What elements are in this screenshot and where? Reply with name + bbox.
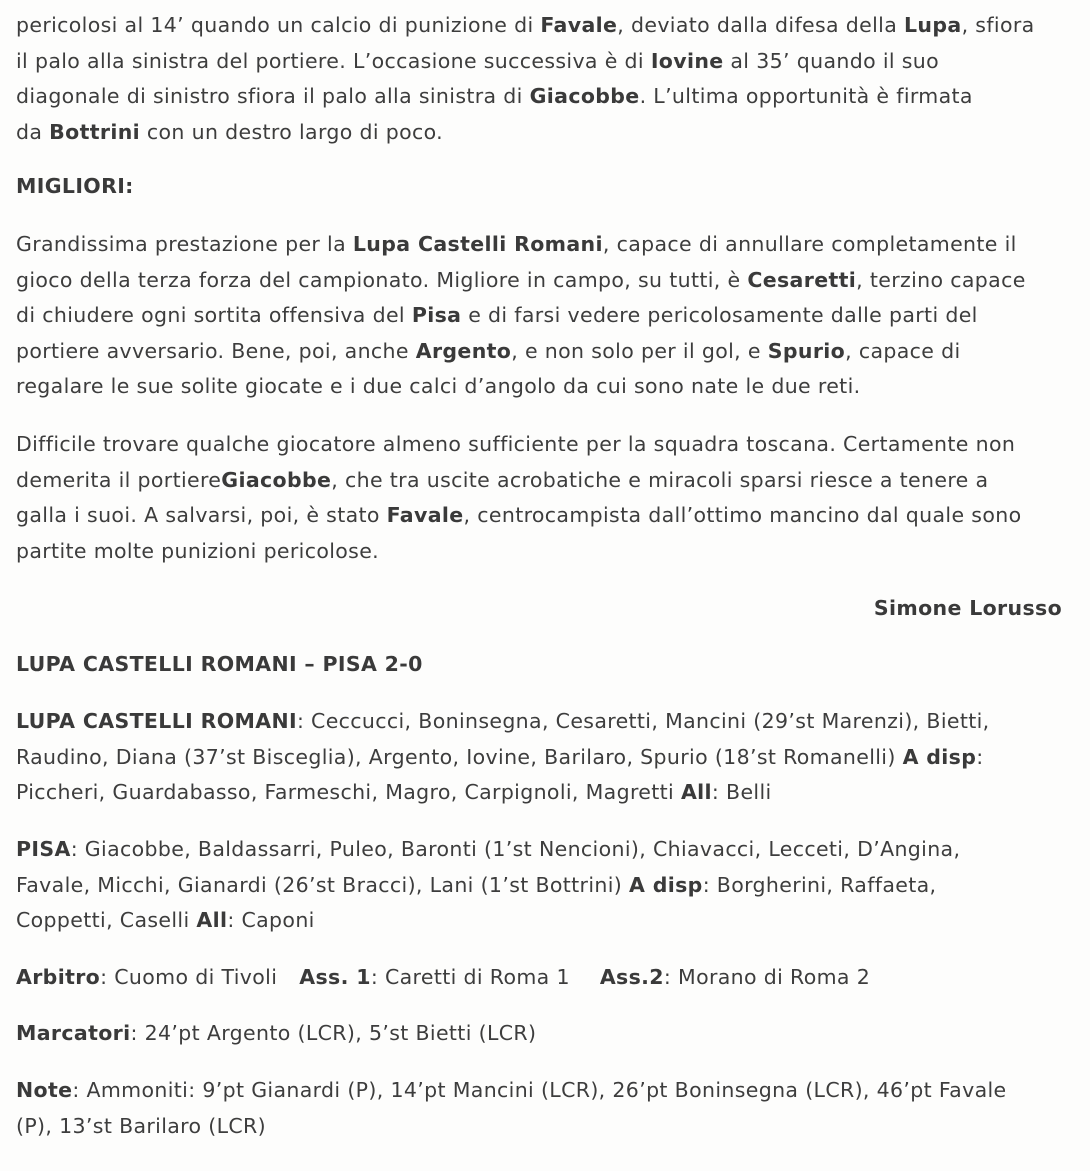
text-line [16, 960, 1078, 996]
text-run: , deviato dalla difesa della [617, 13, 904, 37]
author-name: Simone Lorusso [873, 596, 1062, 620]
text-run: regalare le sue solite giocate e i due calci d’angolo da cui sono nate le due reti. [16, 374, 861, 398]
player-name: Favale [386, 503, 464, 527]
text-run: di chiudere ogni sortita offensiva del [16, 303, 412, 327]
text-line [16, 227, 1078, 263]
text-run: : [976, 744, 984, 769]
assistant1-value: : Caretti di Roma 1 [370, 965, 570, 989]
text-line [16, 868, 1078, 904]
referee-value: : Cuomo di Tivoli [100, 965, 278, 989]
text-line [16, 740, 1078, 776]
migliori-paragraph-2 [16, 427, 1078, 569]
text-run: : Giacobbe, Baldassarri, Puleo, Baronti (1’st Nencioni), Chiavacci, Lecceti, D’Angina, [70, 837, 961, 861]
text-run: Difficile trovare qualche giocatore almeno sufficiente per la squadra toscana. Certamente non [16, 432, 1016, 456]
player-name: Bottrini [49, 119, 141, 144]
text-run: e di farsi vedere pericolosamente dalle parti del [461, 303, 978, 327]
text-line [16, 1073, 1078, 1109]
referee-label: Arbitro [16, 965, 101, 989]
text-run: , terzino capace [856, 267, 1026, 292]
notes-value: (P), 13’st Barilaro (LCR) [16, 1113, 266, 1138]
migliori-section [16, 169, 1078, 205]
text-run: con un destro largo di poco. [140, 119, 444, 144]
text-run: il palo alla sinistra del portiere. L’occasione successiva è di [16, 48, 651, 73]
notes-block [16, 1073, 1078, 1144]
player-name: Giacobbe [221, 467, 332, 492]
text-run: diagonale di sinistro sfiora il palo alla sinistra di [16, 84, 530, 108]
bench-label: A disp [629, 872, 703, 897]
pisa-lineup [16, 832, 1078, 939]
migliori-heading: MIGLIORI: [16, 174, 134, 198]
team-label: LUPA CASTELLI ROMANI [16, 709, 297, 733]
text-run: , capace di annullare completamente il [602, 232, 1017, 256]
team-label: PISA [16, 837, 71, 861]
text-line [16, 44, 1078, 80]
migliori-paragraph-1 [16, 227, 1078, 405]
text-line [16, 498, 1078, 534]
player-name: Giacobbe [529, 84, 640, 108]
text-line [16, 115, 1078, 151]
text-run: : Ceccucci, Boninsegna, Cesaretti, Mancini (29’st Marenzi), Bietti, [296, 709, 990, 733]
scorers-value: : 24’pt Argento (LCR), 5’st Bietti (LCR) [130, 1021, 537, 1045]
text-run: : Belli [711, 780, 772, 804]
player-name: Cesaretti [747, 267, 857, 292]
match-title-block [16, 647, 1078, 683]
coach-label: All [196, 908, 228, 932]
text-run: Grandissima prestazione per la [16, 232, 353, 256]
text-line [16, 263, 1078, 299]
player-name: Iovine [650, 48, 724, 73]
scorers-block [16, 1016, 1078, 1052]
text-run: Raudino, Diana (37’st Bisceglia), Argento, Iovine, Barilaro, Spurio (18’st Romanelli) [16, 744, 903, 769]
text-run: demerita il portiere [16, 467, 222, 492]
notes-label: Note [16, 1078, 73, 1102]
text-run: , e non solo per il gol, e [511, 338, 768, 363]
text-run: Favale, Micchi, Gianardi (26’st Bracci), Lani (1’st Bottrini) [16, 872, 629, 897]
text-line [16, 369, 1078, 405]
notes-value: : Ammoniti: 9’pt Gianardi (P), 14’pt Mancini (LCR), 26’pt Boninsegna (LCR), 46’pt Favale [72, 1078, 1007, 1102]
text-line [16, 334, 1078, 370]
author-block [16, 591, 1062, 627]
text-run: : Borgherini, Raffaeta, [702, 872, 937, 897]
text-line [16, 704, 1078, 740]
text-line [16, 79, 1078, 115]
player-name: Argento [415, 338, 512, 363]
text-run: , capace di [845, 338, 961, 363]
text-run: : Caponi [227, 908, 315, 932]
text-run: partite molte punizioni pericolose. [16, 538, 380, 563]
text-line [16, 1109, 1078, 1145]
text-run: da [16, 119, 50, 144]
lupa-lineup [16, 704, 1078, 811]
text-run: galla i suoi. A salvarsi, poi, è stato [16, 503, 387, 527]
assistant2-label: Ass.2 [599, 965, 664, 989]
text-line [16, 832, 1078, 868]
text-run: Piccheri, Guardabasso, Farmeschi, Magro, Carpignoli, Magretti [16, 780, 681, 804]
text-line [16, 427, 1078, 463]
text-line [16, 1016, 1078, 1052]
bench-label: A disp [902, 744, 977, 769]
coach-label: All [680, 780, 712, 804]
match-title: LUPA CASTELLI ROMANI – PISA 2-0 [16, 652, 423, 676]
assistant2-value: : Morano di Roma 2 [663, 965, 871, 989]
player-name: Favale [540, 13, 618, 37]
text-line [16, 903, 1078, 939]
text-line [16, 775, 1078, 811]
intro-paragraph [16, 8, 1078, 150]
text-run: , sfiora [961, 13, 1035, 37]
text-run: al 35’ quando il suo [723, 48, 940, 73]
text-run: gioco della terza forza del campionato. Migliore in campo, su tutti, è [16, 267, 748, 292]
officials-block [16, 960, 1078, 996]
team-name: Lupa [904, 13, 962, 37]
text-run: Coppetti, Caselli [16, 908, 197, 932]
assistant1-label: Ass. 1 [299, 965, 371, 989]
team-name: Pisa [411, 303, 462, 327]
text-run: , che tra uscite acrobatiche e miracoli sparsi riesce a tenere a [331, 467, 989, 492]
player-name: Spurio [767, 338, 846, 363]
text-line [16, 8, 1078, 44]
team-name: Lupa Castelli Romani [352, 232, 603, 256]
text-run: portiere avversario. Bene, poi, anche [16, 338, 416, 363]
text-line [16, 463, 1078, 499]
text-run: , centrocampista dall’ottimo mancino dal quale sono [463, 503, 1022, 527]
scorers-label: Marcatori [16, 1021, 131, 1045]
text-line [16, 534, 1078, 570]
text-line [16, 298, 1078, 334]
text-run: . L’ultima opportunità è firmata [639, 84, 973, 108]
text-run: pericolosi al 14’ quando un calcio di punizione di [16, 13, 541, 37]
